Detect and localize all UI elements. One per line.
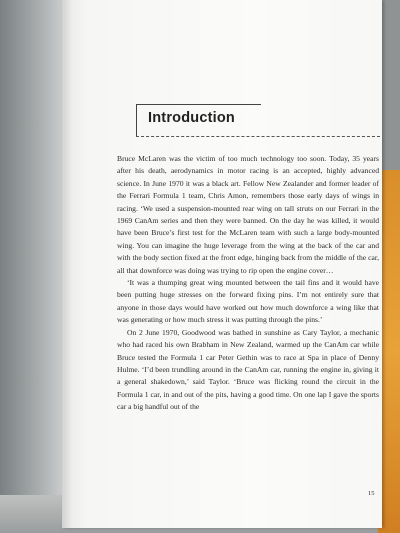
spine-shadow xyxy=(62,0,72,528)
body-text xyxy=(117,153,379,414)
paragraph-2: ‘It was a thumping great wing mounted between the tail fins and it would have been putting huge stresses on the forward fixing pins. I’m not entirely sure that anyone in those days would have worked out how much downforce a wing like that was generating or how much stress it was putting through the pins.’ xyxy=(117,278,379,325)
book-page xyxy=(62,0,382,528)
page-number: 15 xyxy=(368,490,375,497)
paragraph-3: On 2 June 1970, Goodwood was bathed in sunshine as Cary Taylor, a mechanic who had raced his own Brabham in New Zealand, warmed up the CanAm car while Bruce tested the Formula 1 car Peter Gethin was to race at Spa in place of Denny Hulme. ‘I’d been trundling around in the CanAm car, running the engine in, giving it a general shakedown,’ said Taylor. ‘Bruce was flicking round the circuit in the Formula 1 car, in and out of the pits, having a good time. On one lap I gave the sports car a big handful out of the xyxy=(117,327,379,412)
heading-dashed-rule xyxy=(136,136,380,137)
chapter-title: Introduction xyxy=(148,110,235,126)
paragraph-1: Bruce McLaren was the victim of too much technology too soon. Today, 35 years after his death, aerodynamics in motor racing is an accepted, highly advanced science. In June 1970 it was a black art. Fellow New Zealander and former leader of the Ferrari Formula 1 team, Chris Amon, remembers those early days of wings in racing. ‘We used a suspension-mounted rear wing on tall struts on our Ferrari in the 1969 CanAm series and then they were banned. On the day he was killed, it would have been Bruce’s first test for the McLaren team with such a large body-mounted wing. You can imagine the huge leverage from the wing at the back of the car and with the body section fixed at the front edge, hinging back from the middle of the car, all that downforce was doing was trying to rip open the engine cover… xyxy=(117,154,379,275)
backdrop-left xyxy=(0,0,62,533)
